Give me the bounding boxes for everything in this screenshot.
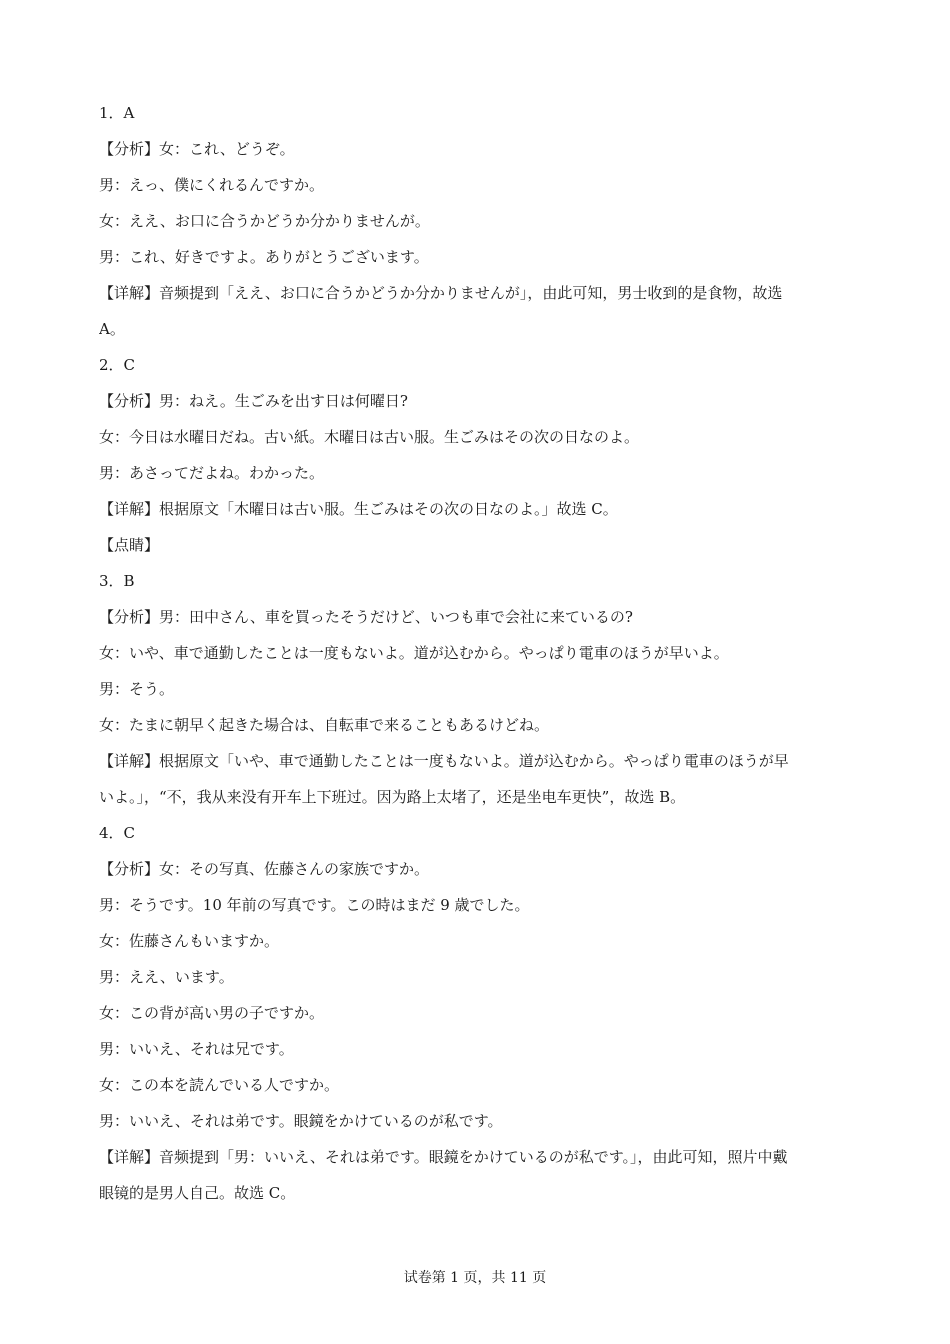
dialogue-line: 男：そうです。10 年前の写真です。この時はまだ 9 歳でした。 — [99, 896, 530, 914]
comment-line: 【点睛】 — [99, 536, 160, 554]
dialogue-line: 女：ええ、お口に合うかどうか分かりませんが。 — [99, 212, 430, 230]
explanation-line: 眼镜的是男人自己。故选 C。 — [99, 1184, 296, 1202]
dialogue-line: 男：あさってだよね。わかった。 — [99, 464, 325, 482]
dialogue-line: 男：いいえ、それは弟です。眼鏡をかけているのが私です。 — [99, 1112, 503, 1130]
document-body — [99, 95, 851, 1211]
dialogue-line: 女：この背が高い男の子ですか。 — [99, 1004, 325, 1022]
dialogue-line: 男：いいえ、それは兄です。 — [99, 1040, 294, 1058]
explanation-line: いよ。」，“不，我从来没有开车上下班过。因为路上太堵了，还是坐电车更快”，故选 B。 — [99, 788, 686, 806]
dialogue-line: 男：えっ、僕にくれるんですか。 — [99, 176, 325, 194]
question-number: 1．A — [99, 104, 135, 122]
dialogue-line: 男：これ、好きですよ。ありがとうございます。 — [99, 248, 429, 266]
dialogue-line: 女：いや、車で通勤したことは一度もないよ。道が込むから。やっぱり電車のほうが早いよ。 — [99, 644, 729, 662]
explanation-line: 【详解】根据原文「木曜日は古い服。生ごみはその次の日なのよ。」故选 C。 — [99, 500, 618, 518]
dialogue-line: 女：たまに朝早く起きた場合は、自転車で来ることもあるけどね。 — [99, 716, 550, 734]
explanation-line: 【详解】音频提到「男：いいえ、それは弟です。眼鏡をかけているのが私です。」，由此可知，照片中戴 — [99, 1148, 788, 1166]
dialogue-line: 男：ええ、います。 — [99, 968, 234, 986]
explanation-line: A。 — [99, 320, 125, 338]
dialogue-line: 女：この本を読んでいる人ですか。 — [99, 1076, 340, 1094]
dialogue-line: 女：佐藤さんもいますか。 — [99, 932, 280, 950]
analysis-line: 【分析】男：田中さん、車を買ったそうだけど、いつも車で会社に来ているの? — [99, 608, 633, 626]
analysis-line: 【分析】女：その写真、佐藤さんの家族ですか。 — [99, 860, 430, 878]
page-footer: 试卷第 1 页，共 11 页 — [403, 1270, 547, 1286]
analysis-line: 【分析】女：これ、どうぞ。 — [99, 140, 295, 158]
analysis-line: 【分析】男：ねえ。生ごみを出す日は何曜日? — [99, 392, 408, 410]
question-number: 2．C — [99, 356, 136, 374]
explanation-line: 【详解】根据原文「いや、車で通勤したことは一度もないよ。道が込むから。やっぱり電車のほうが早 — [99, 752, 789, 770]
explanation-line: 【详解】音频提到「ええ、お口に合うかどうか分かりませんが」，由此可知，男士收到的是食物，故选 — [99, 284, 783, 302]
dialogue-line: 男：そう。 — [99, 680, 175, 698]
question-number: 3．B — [99, 572, 135, 590]
question-number: 4．C — [99, 824, 136, 842]
dialogue-line: 女：今日は水曜日だね。古い紙。木曜日は古い服。生ごみはその次の日なのよ。 — [99, 428, 640, 446]
